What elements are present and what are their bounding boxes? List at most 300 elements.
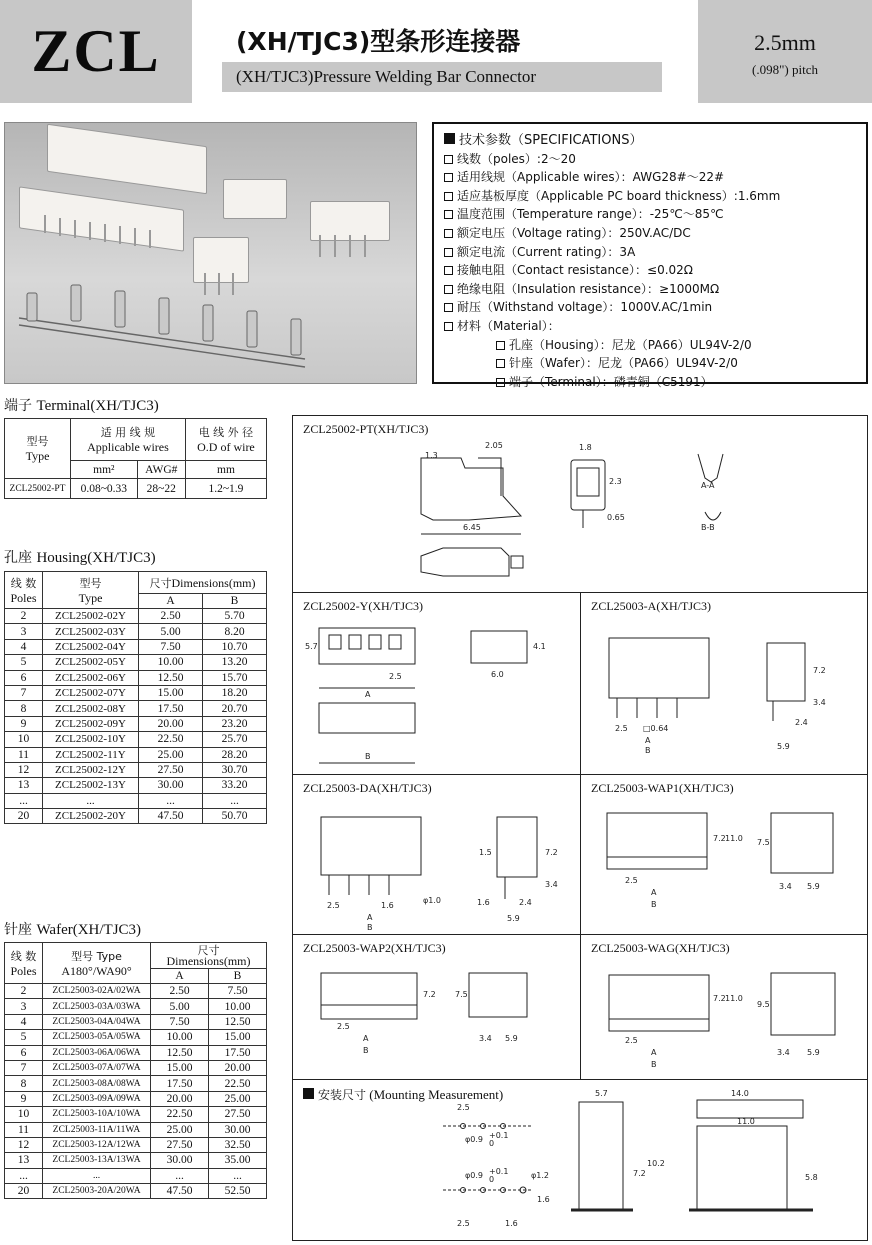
drawing-panel-mount [293, 1080, 867, 1240]
drawing-panel-a [581, 593, 867, 775]
spec-text: 绝缘电阻（Insulation resistance）：≥1000MΩ [457, 281, 720, 296]
dim-text: 5.9 [807, 1048, 820, 1057]
wafer-header-a: A [151, 969, 209, 984]
checkbox-square-icon [496, 341, 505, 350]
drawing-title-da: ZCL25003-DA(XH/TJC3) [303, 781, 432, 795]
table-row [5, 479, 267, 499]
product-photo [4, 122, 417, 384]
spec-text: 额定电流（Current rating）：3A [457, 244, 636, 259]
terminal-section-title [4, 395, 159, 415]
drawing-title-wag: ZCL25003-WAG(XH/TJC3) [591, 941, 730, 955]
dim-text: 2.5 [457, 1103, 470, 1112]
drawing-title-a: ZCL25003-A(XH/TJC3) [591, 599, 711, 613]
dim-text: +0.1 [489, 1131, 509, 1140]
table-cell: 22.50 [209, 1076, 267, 1091]
housing-header-poles-cn: 线 数 [10, 576, 37, 590]
table-cell: 15.00 [209, 1030, 267, 1045]
dim-text: 0.65 [607, 513, 625, 522]
table-row [5, 1030, 267, 1045]
table-row [5, 1045, 267, 1060]
dim-text: B [651, 900, 657, 909]
wafer-header-dim-en: Dimensions(mm) [166, 953, 251, 968]
table-row [5, 999, 267, 1014]
dim-text: 3.4 [813, 698, 826, 707]
housing-header-type-en: Type [78, 590, 103, 605]
table-cell: ZCL25003-20A/20WA [43, 1184, 151, 1199]
dim-text: 2.5 [337, 1022, 350, 1031]
specifications-box [432, 122, 868, 389]
table-row [5, 1076, 267, 1091]
table-cell: ... [203, 793, 267, 808]
table-cell: 27.50 [139, 762, 203, 777]
checkbox-square-icon [444, 248, 453, 257]
spec-heading-row [444, 132, 856, 150]
table-cell: 4 [5, 639, 43, 654]
table-cell: 15.00 [139, 685, 203, 700]
spec-list [444, 150, 856, 336]
housing-header-b: B [203, 594, 267, 609]
table-cell: 30.00 [151, 1153, 209, 1168]
table-cell: ZCL25002-03Y [43, 624, 139, 639]
material-text: 孔座（Housing）：尼龙（PA66）UL94V-2/0 [509, 337, 752, 352]
table-cell: 17.50 [209, 1045, 267, 1060]
table-cell: ... [139, 793, 203, 808]
housing-header-type-cn: 型号 [79, 576, 102, 590]
table-cell: 8.20 [203, 624, 267, 639]
terminal-cell-awg: 28~22 [137, 479, 185, 499]
table-cell: 8 [5, 1076, 43, 1091]
dim-text: φ1.2 [531, 1171, 549, 1180]
table-row [5, 1107, 267, 1122]
terminal-header-od-cn: 电 线 外 径 [198, 426, 254, 439]
table-cell: 5.00 [151, 999, 209, 1014]
terminal-cell-mm2: 0.08~0.33 [71, 479, 138, 499]
dim-text: 1.6 [477, 898, 490, 907]
spec-text: 接触电阻（Contact resistance）：≤0.02Ω [457, 263, 693, 278]
table-row [5, 778, 267, 793]
table-cell: 2.50 [139, 609, 203, 624]
table-row [5, 639, 267, 654]
material-line [444, 354, 856, 373]
table-cell: 18.20 [203, 685, 267, 700]
table-cell: 25.00 [151, 1122, 209, 1137]
spec-line [444, 317, 856, 336]
dim-text: 0 [489, 1175, 495, 1184]
dim-text: 7.2 [713, 994, 726, 1003]
wafer-da-drawing [293, 775, 581, 935]
checkbox-square-icon [444, 155, 453, 164]
table-cell: 8 [5, 701, 43, 716]
table-cell: ZCL25003-05A/05WA [43, 1030, 151, 1045]
table-cell: ... [43, 1168, 151, 1183]
drawing-title-pt: ZCL25002-PT(XH/TJC3) [303, 422, 429, 436]
dim-text: 2.5 [625, 1036, 638, 1045]
table-cell: 17.50 [151, 1076, 209, 1091]
table-row [5, 1137, 267, 1152]
table-cell: ZCL25002-11Y [43, 747, 139, 762]
checkbox-square-icon [444, 303, 453, 312]
dim-text: φ1.0 [423, 896, 441, 905]
terminal-header-od-en: O.D of wire [197, 440, 255, 454]
table-cell: 10 [5, 732, 43, 747]
table-cell: 2 [5, 984, 43, 999]
terminal-unit-mm: mm [185, 461, 266, 479]
spec-text: 温度范围（Temperature range）：-25℃～85℃ [457, 207, 724, 222]
table-cell: 3 [5, 999, 43, 1014]
table-cell: ZCL25003-08A/08WA [43, 1076, 151, 1091]
table-cell: 7.50 [151, 1014, 209, 1029]
table-row [5, 701, 267, 716]
wafer-title-cn: 针座 [4, 922, 32, 938]
spec-line [444, 298, 856, 317]
checkbox-square-icon [444, 229, 453, 238]
wafer-header-type: 型号 Type [71, 949, 122, 963]
table-cell: 5 [5, 655, 43, 670]
checkbox-square-icon [444, 210, 453, 219]
table-cell: ZCL25002-12Y [43, 762, 139, 777]
table-cell: 9 [5, 1091, 43, 1106]
table-cell: 7.50 [209, 984, 267, 999]
dim-text: 5.9 [807, 882, 820, 891]
table-row [5, 1153, 267, 1168]
table-cell: 20 [5, 1184, 43, 1199]
dim-text: 1.6 [537, 1195, 550, 1204]
table-cell: ZCL25002-05Y [43, 655, 139, 670]
dim-text: A [645, 736, 651, 745]
wafer-wag-drawing [581, 935, 867, 1080]
table-cell: 27.50 [209, 1107, 267, 1122]
table-cell: ... [151, 1168, 209, 1183]
drawing-title-wap2: ZCL25003-WAP2(XH/TJC3) [303, 941, 446, 955]
dim-text: 5.9 [505, 1034, 518, 1043]
dim-text: 1.3 [425, 451, 438, 460]
housing-table [4, 571, 267, 824]
housing-drawing [293, 593, 581, 775]
dim-text: 1.5 [479, 848, 492, 857]
table-cell: 11 [5, 747, 43, 762]
dim-text: 5.7 [595, 1089, 608, 1098]
table-row [5, 732, 267, 747]
dim-text: 3.4 [545, 880, 558, 889]
spec-line [444, 168, 856, 187]
table-cell: 9 [5, 716, 43, 731]
spec-text: 线数（poles）:2～20 [457, 151, 576, 166]
dim-text: 7.5 [757, 838, 770, 847]
table-cell: 7.50 [139, 639, 203, 654]
dim-text: 1.6 [505, 1219, 518, 1228]
dim-text: 7.2 [423, 990, 436, 999]
terminal-unit-awg: AWG# [137, 461, 185, 479]
dim-text: 3.4 [777, 1048, 790, 1057]
table-row [5, 609, 267, 624]
dim-text: A [651, 888, 657, 897]
terminal-drawing [293, 416, 867, 593]
terminal-header-wires-cn: 适 用 线 规 [100, 426, 156, 439]
table-cell: 20.00 [151, 1091, 209, 1106]
dim-text: 2.5 [625, 876, 638, 885]
table-cell: 13 [5, 1153, 43, 1168]
table-row [5, 655, 267, 670]
table-row [5, 1014, 267, 1029]
dim-text: 4.1 [533, 642, 546, 651]
table-cell: 20.00 [139, 716, 203, 731]
table-row [5, 1060, 267, 1075]
wafer-header-type2: A180°/WA90° [61, 963, 132, 978]
table-cell: 12.50 [139, 670, 203, 685]
checkbox-square-icon [444, 192, 453, 201]
dim-text: A [367, 913, 373, 922]
dim-text: 5.7 [305, 642, 318, 651]
dim-text: 2.3 [609, 477, 622, 486]
wafer-header-poles-en: Poles [10, 963, 37, 978]
housing-header-dim-en: Dimensions(mm) [171, 575, 256, 590]
checkbox-square-icon [444, 173, 453, 182]
housing-title-en: Housing(XH/TJC3) [36, 550, 156, 566]
table-cell: 2 [5, 609, 43, 624]
table-cell: 6 [5, 1045, 43, 1060]
pitch-inch: (.098") pitch [752, 62, 818, 77]
table-row [5, 1122, 267, 1137]
dim-text: B [365, 752, 371, 761]
table-cell: 5.70 [203, 609, 267, 624]
table-cell: 20.70 [203, 701, 267, 716]
spec-line [444, 280, 856, 299]
table-cell: ZCL25003-03A/03WA [43, 999, 151, 1014]
dim-text: B-B [701, 523, 715, 532]
dim-text: 2.4 [519, 898, 532, 907]
dim-text: B [367, 923, 373, 932]
table-cell: ZCL25003-10A/10WA [43, 1107, 151, 1122]
housing-header-a: A [139, 594, 203, 609]
drawing-panel-wag [581, 935, 867, 1080]
table-cell: ZCL25003-04A/04WA [43, 1014, 151, 1029]
spec-line [444, 187, 856, 206]
table-cell: 10.70 [203, 639, 267, 654]
drawing-title-wap1: ZCL25003-WAP1(XH/TJC3) [591, 781, 734, 795]
table-cell: 35.00 [209, 1153, 267, 1168]
table-cell: 2.50 [151, 984, 209, 999]
pitch-value: 2.5mm [754, 30, 816, 55]
table-cell: ZCL25002-08Y [43, 701, 139, 716]
drawing-title-y: ZCL25002-Y(XH/TJC3) [303, 599, 423, 613]
table-cell: ZCL25003-11A/11WA [43, 1122, 151, 1137]
table-row [5, 624, 267, 639]
mount-title-cn: 安装尺寸 [318, 1088, 367, 1102]
housing-header-dim-cn: 尺寸 [149, 576, 172, 590]
table-cell: 32.50 [209, 1137, 267, 1152]
dim-text: 7.2 [813, 666, 826, 675]
table-cell: ZCL25002-13Y [43, 778, 139, 793]
table-cell: 27.50 [151, 1137, 209, 1152]
dim-text: 11.0 [737, 1117, 755, 1126]
wafer-wap2-drawing [293, 935, 581, 1080]
dim-text: 1.6 [381, 901, 394, 910]
table-cell: 15.00 [151, 1060, 209, 1075]
table-cell: 7 [5, 685, 43, 700]
material-list [444, 336, 856, 392]
table-cell: ZCL25003-02A/02WA [43, 984, 151, 999]
dim-text: φ0.9 [465, 1135, 483, 1144]
table-cell: ZCL25002-02Y [43, 609, 139, 624]
wafer-section-title [4, 919, 141, 939]
table-cell: 4 [5, 1014, 43, 1029]
table-cell: 28.20 [203, 747, 267, 762]
table-cell: 5 [5, 1030, 43, 1045]
dim-text: 5.9 [777, 742, 790, 751]
dim-text: 6.0 [491, 670, 504, 679]
dim-text: A [363, 1034, 369, 1043]
dim-text: 6.45 [463, 523, 481, 532]
table-row [5, 685, 267, 700]
dim-text: 7.2 [713, 834, 726, 843]
table-cell: ... [209, 1168, 267, 1183]
dim-text: 2.5 [389, 672, 402, 681]
table-row [5, 1168, 267, 1183]
table-cell: 17.50 [139, 701, 203, 716]
spec-text: 额定电压（Voltage rating）：250V.AC/DC [457, 225, 691, 240]
dim-text: 2.5 [457, 1219, 470, 1228]
terminal-strip-photo [5, 123, 418, 385]
dim-text: B [651, 1060, 657, 1069]
mount-title-en: (Mounting Measurement) [369, 1087, 504, 1102]
dim-text: 7.2 [633, 1169, 646, 1178]
table-cell: 20 [5, 809, 43, 824]
spec-text: 耐压（Withstand voltage）：1000V.AC/1min [457, 300, 713, 315]
spec-text: 材料（Material）： [457, 318, 560, 333]
material-line [444, 336, 856, 355]
dim-text: 7.2 [545, 848, 558, 857]
table-cell: 25.00 [209, 1091, 267, 1106]
dim-text: A-A [701, 481, 715, 490]
table-row [5, 809, 267, 824]
pitch-box [698, 0, 872, 103]
spec-line [444, 243, 856, 262]
table-cell: 12.50 [209, 1014, 267, 1029]
wafer-header-poles-cn: 线 数 [10, 949, 37, 963]
table-cell: 12 [5, 762, 43, 777]
table-cell: ZCL25002-10Y [43, 732, 139, 747]
terminal-header-type-en: Type [25, 449, 50, 463]
spec-line [444, 150, 856, 169]
table-cell: 20.00 [209, 1060, 267, 1075]
table-cell: ZCL25002-06Y [43, 670, 139, 685]
checkbox-square-icon [496, 359, 505, 368]
dim-text: 3.4 [779, 882, 792, 891]
dim-text: 5.8 [805, 1173, 818, 1182]
wafer-a-drawing [581, 593, 867, 775]
table-cell: 6 [5, 670, 43, 685]
dim-text: 11.0 [725, 834, 743, 843]
table-row [5, 747, 267, 762]
dim-text: B [645, 746, 651, 755]
dim-text: A [651, 1048, 657, 1057]
table-cell: 30.00 [209, 1122, 267, 1137]
bullet-square-icon [444, 133, 455, 144]
dim-text: 2.4 [795, 718, 808, 727]
dim-text: 2.5 [327, 901, 340, 910]
drawing-panel-da [293, 775, 581, 935]
mount-drawing [293, 1080, 867, 1240]
table-cell: ZCL25003-07A/07WA [43, 1060, 151, 1075]
housing-header-poles-en: Poles [10, 590, 37, 605]
table-row [5, 984, 267, 999]
spec-heading: 技术参数（SPECIFICATIONS） [459, 133, 643, 148]
table-cell: 15.70 [203, 670, 267, 685]
dim-text: 14.0 [731, 1089, 749, 1098]
table-cell: ZCL25003-12A/12WA [43, 1137, 151, 1152]
table-cell: 23.20 [203, 716, 267, 731]
material-text: 针座（Wafer）：尼龙（PA66）UL94V-2/0 [509, 356, 738, 371]
dim-text: φ0.9 [465, 1171, 483, 1180]
wafer-table [4, 942, 267, 1199]
table-cell: 12 [5, 1137, 43, 1152]
table-cell: 25.70 [203, 732, 267, 747]
table-row [5, 1091, 267, 1106]
dim-text: 7.5 [455, 990, 468, 999]
table-cell: 5.00 [139, 624, 203, 639]
table-cell: 47.50 [151, 1184, 209, 1199]
dim-text: A [365, 690, 371, 699]
brand-logo [0, 0, 192, 103]
spec-line [444, 205, 856, 224]
terminal-cell-type: ZCL25002-PT [5, 479, 71, 499]
table-cell: 10 [5, 1107, 43, 1122]
checkbox-square-icon [444, 322, 453, 331]
table-cell: 30.70 [203, 762, 267, 777]
dim-text: 10.2 [647, 1159, 665, 1168]
dim-text: □0.64 [643, 724, 669, 733]
table-row [5, 716, 267, 731]
checkbox-square-icon [496, 378, 505, 387]
dim-text: +0.1 [489, 1167, 509, 1176]
table-cell: 13.20 [203, 655, 267, 670]
spec-line [444, 261, 856, 280]
spec-line [444, 224, 856, 243]
table-cell: ZCL25003-09A/09WA [43, 1091, 151, 1106]
table-cell: ZCL25003-06A/06WA [43, 1045, 151, 1060]
drawing-panel-wap1 [581, 775, 867, 935]
table-row [5, 1184, 267, 1199]
table-cell: ... [5, 1168, 43, 1183]
table-cell: 13 [5, 778, 43, 793]
drawing-panel-pt [293, 416, 867, 593]
housing-section-title [4, 547, 156, 567]
table-cell: 3 [5, 624, 43, 639]
table-cell: 12.50 [151, 1045, 209, 1060]
checkbox-square-icon [444, 266, 453, 275]
wafer-table-body [5, 984, 267, 1199]
table-row [5, 670, 267, 685]
drawing-panel-y [293, 593, 581, 775]
logo-text: ZCL [31, 18, 161, 84]
table-cell: 10.00 [209, 999, 267, 1014]
table-cell: 10.00 [139, 655, 203, 670]
table-cell: 10.00 [151, 1030, 209, 1045]
page-title-en: (XH/TJC3)Pressure Welding Bar Connector [222, 62, 662, 92]
terminal-cell-od: 1.2~1.9 [185, 479, 266, 499]
checkbox-square-icon [444, 285, 453, 294]
terminal-title-cn: 端子 [4, 398, 32, 414]
housing-title-cn: 孔座 [4, 550, 32, 566]
table-cell: ... [43, 793, 139, 808]
wafer-header-b: B [209, 969, 267, 984]
page-title-cn: (XH/TJC3)型条形连接器 [236, 27, 521, 56]
wafer-title-en: Wafer(XH/TJC3) [36, 922, 142, 938]
terminal-table [4, 418, 267, 499]
wafer-header-dim-cn: 尺寸 [197, 943, 220, 957]
table-cell: 22.50 [151, 1107, 209, 1122]
material-line [444, 373, 856, 392]
